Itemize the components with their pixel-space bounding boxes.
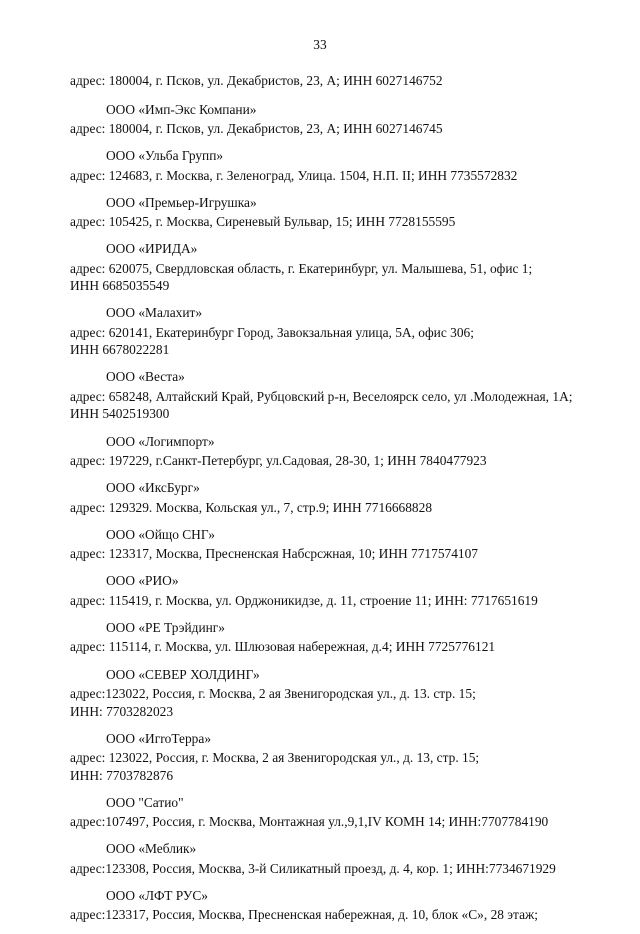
address-line: адрес: 115419, г. Москва, ул. Орджоникидзе, д. 11, строение 11; ИНН: 7717651619 xyxy=(70,592,538,608)
company-entry xyxy=(70,572,610,609)
company-name: ООО «ЛФТ РУС» xyxy=(106,887,208,903)
address-line: адрес: 620075, Свердловская область, г. Екатеринбург, ул. Малышева, 51, офис 1; xyxy=(70,260,533,276)
company-entry xyxy=(70,619,610,656)
company-name: ООО «Меблик» xyxy=(106,841,197,857)
inn-line: ИНН 6685035549 xyxy=(70,278,170,294)
company-name: ООО «Малахит» xyxy=(106,305,203,321)
company-name: ООО «СЕВЕР ХОЛДИНГ» xyxy=(106,666,260,682)
company-entry xyxy=(70,730,610,785)
company-name: ООО «Логимпорт» xyxy=(106,433,215,449)
company-entry xyxy=(70,101,610,138)
company-name: ООО «Премьер-Игрушка» xyxy=(106,194,257,210)
company-name: ООО "Сатио" xyxy=(106,794,184,810)
address-line: адрес:123308, Россия, Москва, 3-й Силикатный проезд, д. 4, кор. 1; ИНН:7734671929 xyxy=(70,860,556,876)
company-name: ООО «Имп-Экс Компани» xyxy=(106,101,257,117)
company-name: ООО «Ульба Групп» xyxy=(106,148,224,164)
company-name: ООО «РЕ Трэйдинг» xyxy=(106,619,225,635)
company-entry xyxy=(70,479,610,516)
address-line: адрес: 129329. Москва, Кольская ул., 7, стр.9; ИНН 7716668828 xyxy=(70,499,433,515)
inn-line: ИНН 5402519300 xyxy=(70,406,170,422)
address-line: адрес:107497, Россия, г. Москва, Монтажная ул.,9,1,IV КОМН 14; ИНН:7707784190 xyxy=(70,814,549,830)
address-line: адрес:123022, Россия, г. Москва, 2 ая Звенигородская ул., д. 13. стр. 15; xyxy=(70,686,476,702)
address-line: адрес: 180004, г. Псков, ул. Декабристов, 23, А; ИНН 6027146752 xyxy=(70,73,443,88)
company-entry xyxy=(70,240,610,295)
address-line: адрес:123317, Россия, Москва, Пресненская набережная, д. 10, блок «С», 28 этаж; xyxy=(70,907,538,923)
inn-line: ИНН: 7703782876 xyxy=(70,767,174,783)
company-entry xyxy=(70,666,610,721)
page-number: 33 xyxy=(313,37,327,52)
company-name: ООО «РИО» xyxy=(106,573,179,589)
company-entry xyxy=(70,526,610,563)
address-line: адрес: 658248, Алтайский Край, Рубцовский р-н, Веселоярск село, ул .Молодежная, 1А; xyxy=(70,388,573,404)
address-line: адрес: 197229, г.Санкт-Петербург, ул.Садовая, 28-30, 1; ИНН 7840477923 xyxy=(70,453,487,469)
company-entry xyxy=(70,840,610,877)
address-line: адрес: 180004, г. Псков, ул. Декабристов, 23, А; ИНН 6027146745 xyxy=(70,121,443,136)
company-entry xyxy=(70,887,610,924)
inn-line: ИНН 6678022281 xyxy=(70,342,170,358)
company-name: ООО «ИРИДА» xyxy=(106,241,198,257)
company-entry xyxy=(70,433,610,470)
company-name: ООО «Веста» xyxy=(106,369,185,385)
company-entry xyxy=(70,304,610,359)
company-entry xyxy=(70,147,610,184)
address-line: адрес: 123022, Россия, г. Москва, 2 ая Звенигородская ул., д. 13, стр. 15; xyxy=(70,750,480,766)
company-name: ООО «ИксБург» xyxy=(106,480,200,496)
company-list xyxy=(70,72,610,934)
company-entry xyxy=(70,794,610,831)
inn-line: ИНН: 7703282023 xyxy=(70,703,174,719)
address-line: адрес: 105425, г. Москва, Сиреневый Бульвар, 15; ИНН 7728155595 xyxy=(70,214,456,230)
address-line: адрес: 620141, Екатеринбург Город, Завокзальная улица, 5А, офис 306; xyxy=(70,324,474,340)
company-entry xyxy=(70,368,610,423)
company-name: ООО «Ойщо СНГ» xyxy=(106,526,215,542)
entries-container xyxy=(70,101,610,924)
address-line: адрес: 115114, г. Москва, ул. Шлюзовая набережная, д.4; ИНН 7725776121 xyxy=(70,639,496,655)
address-line: адрес: 123317, Москва, Пресненская Набсрсжная, 10; ИНН 7717574107 xyxy=(70,546,478,562)
company-name: ООО «ИгroТерра» xyxy=(106,730,212,746)
company-entry xyxy=(70,194,610,231)
address-line: адрес: 124683, г. Москва, г. Зеленоград, Улица. 1504, Н.П. II; ИНН 7735572832 xyxy=(70,167,518,183)
